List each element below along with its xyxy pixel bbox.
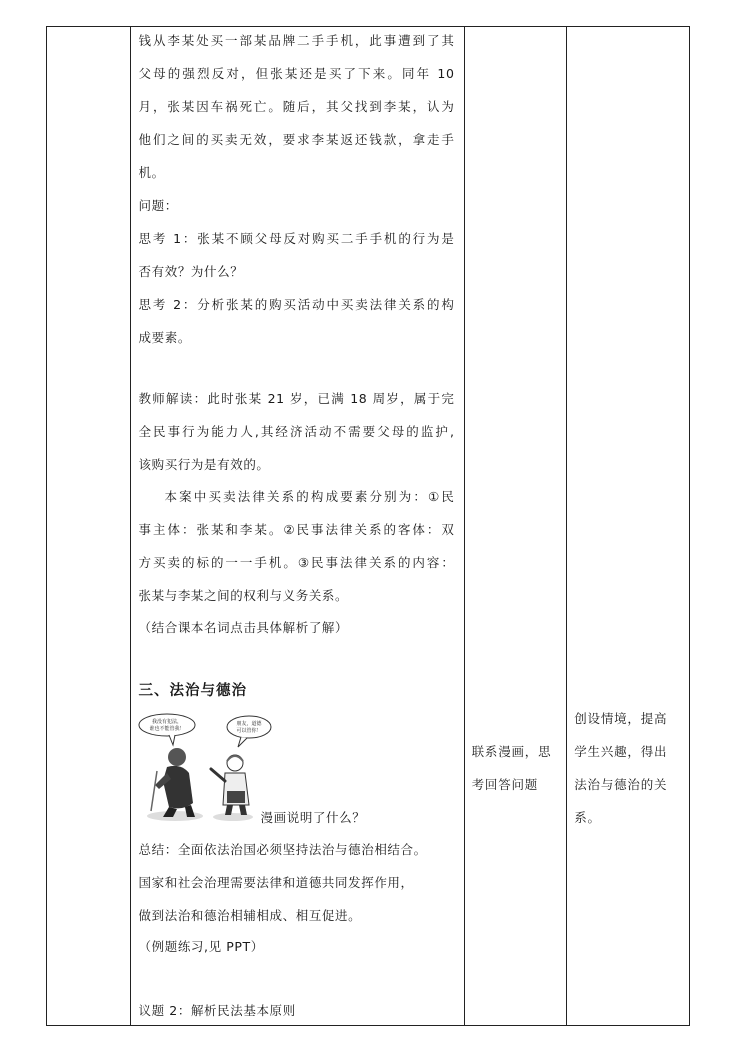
teacher-line-7: 张某与李某之间的权利与义务关系。 (138, 588, 349, 603)
question-2-line-1: 思考 2：分析张某的购买活动中买卖法律关系的构 (138, 297, 455, 312)
lesson-plan-table (46, 26, 690, 1026)
law-and-morality-cartoon (137, 711, 275, 827)
teacher-line-4: 本案中买卖法律关系的构成要素分别为：①民 (164, 489, 455, 504)
summary-line-3: 做到法治和德治相辅相成、相互促进。 (138, 908, 362, 923)
teaching-content-cell (130, 27, 464, 1026)
question-1-line-1: 思考 1：张某不顾父母反对购买二手手机的行为是 (138, 231, 455, 246)
teacher-line-6: 方买卖的标的一一手机。③民事法律关系的内容： (138, 555, 455, 570)
teacher-line-2: 全民事行为能力人,其经济活动不需要父母的监护, (138, 424, 455, 439)
student-activity-cell (464, 27, 567, 1026)
design-intent-line-1: 创设情境，提高 (574, 711, 668, 726)
teacher-line-8: （结合课本名词点击具体解析了解） (138, 620, 349, 635)
case-line-4: 他们之间的买卖无效，要求李某返还钱款，拿走手 (138, 132, 455, 147)
teacher-line-3: 该购买行为是有效的。 (138, 457, 270, 472)
student-activity-line-1: 联系漫画，思 (471, 744, 552, 759)
design-intent-line-4: 系。 (574, 810, 601, 825)
case-line-1: 钱从李某处买一部某品牌二手手机，此事遭到了其 (138, 33, 455, 48)
questions-label: 问题： (138, 198, 178, 213)
section-3-heading: 三、法治与德治 (138, 683, 248, 699)
svg-text:谁也不能管我！: 谁也不能管我！ (149, 726, 185, 732)
empty-first-column (47, 27, 131, 1026)
svg-text:朋友，道德: 朋友，道德 (236, 721, 262, 727)
case-line-3: 月，张某因车祸死亡。随后，其父找到李某，认为 (138, 99, 455, 114)
teacher-line-1: 教师解读：此时张某 21 岁，已满 18 周岁，属于完 (138, 391, 455, 406)
question-2-line-2: 成要素。 (138, 330, 191, 345)
student-activity-line-2: 考回答问题 (471, 777, 539, 792)
design-intent-line-3: 法治与德治的关 (574, 777, 668, 792)
summary-line-1: 总结：全面依法治国必须坚持法治与德治相结合。 (138, 842, 427, 857)
design-intent-cell (567, 27, 690, 1026)
teacher-line-5: 事主体：张某和李某。②民事法律关系的客体：双 (138, 522, 455, 537)
svg-text:我没有犯法，: 我没有犯法， (151, 719, 182, 725)
case-line-5: 机。 (138, 165, 165, 180)
case-line-2: 父母的强烈反对，但张某还是买了下来。同年 10 (138, 66, 455, 81)
practice-note: （例题练习,见 PPT） (138, 939, 264, 954)
cartoon-caption: 漫画说明了什么？ (260, 810, 366, 825)
question-1-line-2: 否有效？为什么？ (138, 264, 244, 279)
summary-line-2: 国家和社会治理需要法律和道德共同发挥作用， (138, 875, 414, 890)
svg-text:可以管你！: 可以管你！ (236, 728, 262, 734)
topic-2-line: 议题 2：解析民法基本原则 (138, 1003, 296, 1018)
design-intent-line-2: 学生兴趣，得出 (574, 744, 668, 759)
